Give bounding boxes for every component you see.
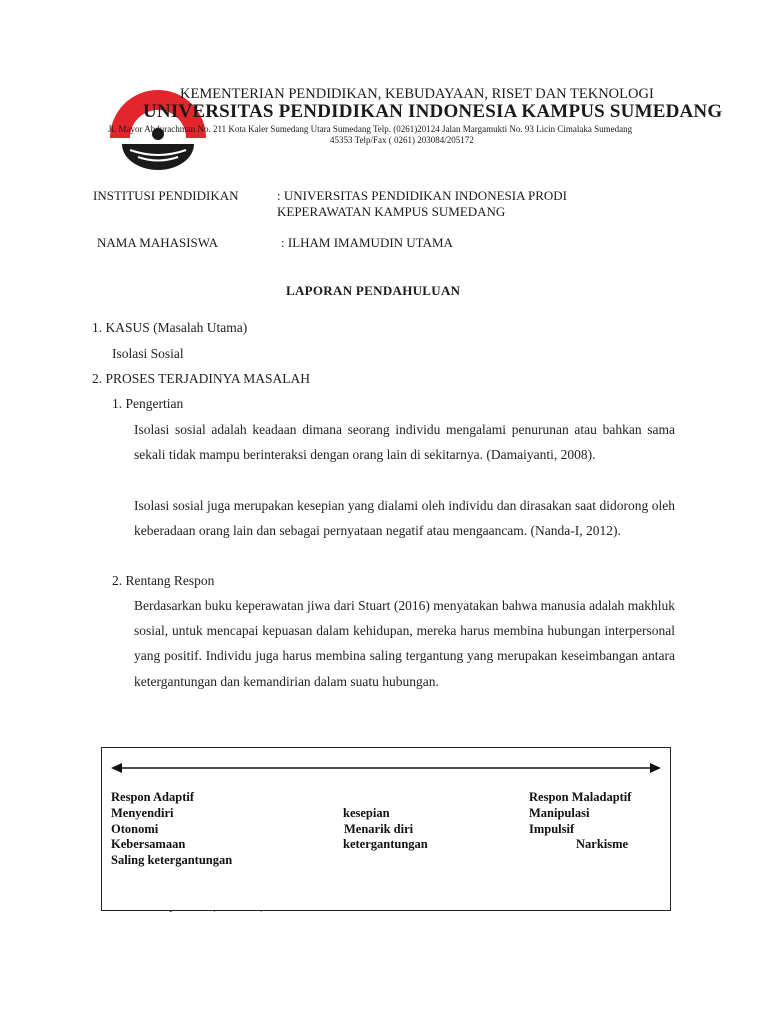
adaptive-item: Kebersamaan	[111, 837, 186, 851]
student-name-label: NAMA MAHASISWA	[97, 235, 218, 250]
address-line-1: Jl. Mayor Abdurachman No. 211 Kota Kaler Sumedang Utara Sumedang Telp. (0261)20124 Jalan Margamukti No. 93 Licin Cimalaka Sumedang	[108, 124, 633, 134]
section-1-body: Isolasi Sosial	[112, 346, 184, 361]
maladaptive-heading: Respon Maladaptif	[529, 790, 632, 804]
institution-value-line1: : UNIVERSITAS PENDIDIKAN INDONESIA PRODI	[277, 188, 568, 203]
definition-paragraph-2: Isolasi sosial juga merupakan kesepian yang dialami oleh individu dan dirasakan saat didorong oleh keberadaan orang lain dan sebagai pernyataan negatif atau mengaancam. (Nanda-I, 2012).	[134, 498, 675, 539]
response-range-diagram	[101, 747, 671, 911]
subsection-2-heading: 2. Rentang Respon	[112, 573, 215, 588]
report-title: LAPORAN PENDAHULUAN	[286, 283, 461, 298]
maladaptive-item: Manipulasi	[529, 806, 590, 820]
middle-item: ketergantungan	[343, 837, 428, 851]
adaptive-item: Otonomi	[111, 822, 159, 836]
ministry-name: KEMENTERIAN PENDIDIKAN, KEBUDAYAAN, RISET DAN TEKNOLOGI	[180, 86, 654, 102]
middle-item: Menarik diri	[344, 822, 414, 836]
double-arrow-icon	[110, 760, 662, 776]
maladaptive-item: Impulsif	[529, 822, 575, 836]
institution-value-line2: KEPERAWATAN KAMPUS SUMEDANG	[277, 204, 506, 219]
student-name-value: : ILHAM IMAMUDIN UTAMA	[281, 235, 453, 250]
institution-label: INSTITUSI PENDIDIKAN	[93, 188, 239, 203]
adaptive-item: Menyendiri	[111, 806, 174, 820]
subsection-1-heading: 1. Pengertian	[112, 396, 184, 411]
address-line-2: 45353 Telp/Fax ( 0261) 203084/205172	[330, 135, 474, 145]
university-name: UNIVERSITAS PENDIDIKAN INDONESIA KAMPUS SUMEDANG	[143, 101, 723, 122]
maladaptive-item: Narkisme	[576, 837, 629, 851]
adaptive-item: Saling ketergantungan	[111, 853, 233, 867]
definition-paragraph-1: Isolasi sosial adalah keadaan dimana seorang individu mengalami penurunan atau bahkan sama sekali tidak mampu berinteraksi dengan orang lain di sekitarnya. (Damaiyanti, 2008).	[134, 422, 675, 463]
section-1-heading: 1. KASUS (Masalah Utama)	[92, 320, 248, 335]
adaptive-heading: Respon Adaptif	[111, 790, 195, 804]
response-range-paragraph: Berdasarkan buku keperawatan jiwa dari Stuart (2016) menyatakan bahwa manusia adalah makhluk sosial, untuk mencapai kepuasan dalam kehidupan, mereka harus membina hubungan interpersonal yang positif. Individu juga harus membina saling tergantung yang merupakan keseimbangan antara ketergantungan dan kemandirian dalam suatu hubungan.	[134, 598, 675, 689]
section-2-heading: 2. PROSES TERJADINYA MASALAH	[92, 371, 311, 386]
middle-item: kesepian	[343, 806, 390, 820]
